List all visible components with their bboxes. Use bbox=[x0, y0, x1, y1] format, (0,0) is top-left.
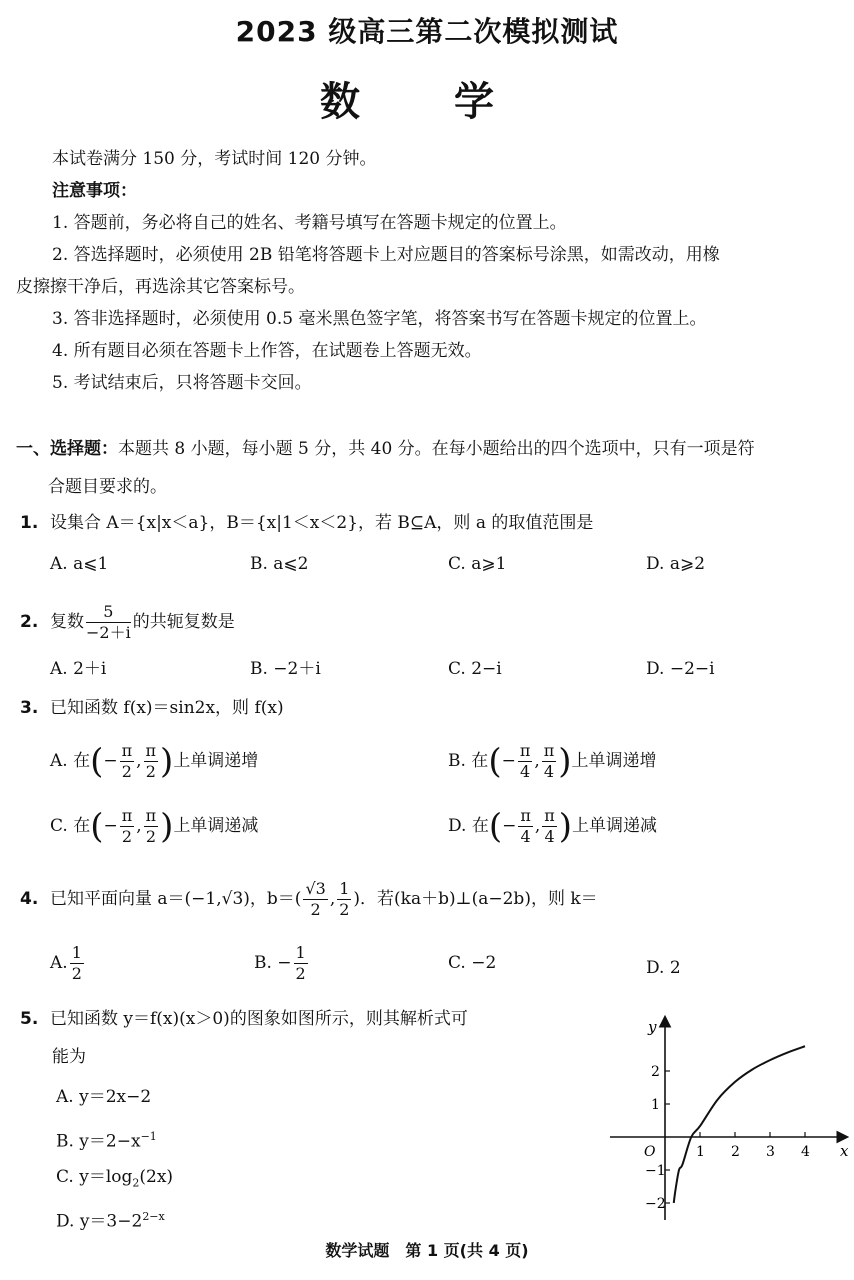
q3-number: 3. bbox=[20, 698, 39, 718]
q4-text-a: 已知平面向量 a＝(−1,√3)，b＝( bbox=[50, 889, 302, 909]
note-2-cont: 皮擦擦干净后，再选涂其它答案标号。 bbox=[16, 277, 305, 297]
note-2: 2. 答选择题时，必须使用 2B 铅笔将答题卡上对应题目的答案标号涂黑，如需改动，用橡 bbox=[52, 245, 720, 265]
notes-title: 注意事项： bbox=[52, 181, 137, 201]
q5-option-a: A. y＝2x−2 bbox=[56, 1087, 152, 1107]
q4-option-c: C. −2 bbox=[448, 953, 497, 973]
y-axis-label: y bbox=[648, 1018, 657, 1036]
q2-fraction bbox=[86, 602, 131, 643]
section-desc-2: 合题目要求的。 bbox=[48, 477, 167, 497]
q1-number: 1. bbox=[20, 513, 39, 533]
x-tick-label: 4 bbox=[801, 1144, 810, 1160]
q5-stem-2: 能为 bbox=[52, 1047, 86, 1067]
section-heading bbox=[16, 436, 755, 462]
y-tick-label: −2 bbox=[645, 1196, 666, 1212]
q2-option-d: D. −2−i bbox=[646, 659, 715, 679]
q3-text: 已知函数 f(x)＝sin2x，则 f(x) bbox=[50, 698, 284, 718]
q3-option-a: A. 在(− $\frac{\pi}{2}$ , $\frac{\pi}{2}$ )上单调递增 bbox=[50, 741, 259, 782]
q4-frac-1-2: $\frac{1}{2}$ bbox=[339, 879, 350, 919]
x-tick-label: 2 bbox=[731, 1144, 740, 1160]
q4-stem: 4. 已知平面向量 a＝(−1,√3)，b＝( $\frac{√3}{2}$ , $\frac{1}{2}$ )．若(ka＋b)⊥(a−2b)，则 k＝ bbox=[20, 876, 598, 922]
q2-number: 2. bbox=[20, 612, 39, 632]
q5-number: 5. bbox=[20, 1009, 39, 1029]
page-footer: 数学试题 第 1 页(共 4 页) bbox=[325, 1241, 529, 1260]
q2-text-pre: 复数 bbox=[50, 612, 84, 632]
y-tick-label: 1 bbox=[651, 1097, 660, 1113]
q5-option-b: B. $y=2-x^{-1}$ bbox=[56, 1130, 157, 1152]
x-axis-label: x bbox=[840, 1142, 849, 1160]
q1-option-c: C. a⩾1 bbox=[448, 554, 507, 574]
q2-option-b: B. −2＋i bbox=[250, 659, 321, 679]
note-5: 5. 考试结束后，只将答题卡交回。 bbox=[52, 373, 312, 393]
q2-stem bbox=[20, 600, 235, 644]
q2-option-c: C. 2−i bbox=[448, 659, 502, 679]
score-line: 本试卷满分 150 分，考试时间 120 分钟。 bbox=[52, 149, 377, 169]
q2-frac-den: −2＋i bbox=[86, 623, 131, 642]
x-tick-label: 1 bbox=[696, 1144, 705, 1160]
section-label: 一、选择题： bbox=[16, 439, 118, 459]
q3-option-d: D. 在(− $\frac{\pi}{4}$ , $\frac{\pi}{4}$ )上单调递减 bbox=[448, 806, 658, 847]
q5-option-d: D. $y=3-2^{2-x}$ bbox=[56, 1210, 165, 1232]
q4-option-d: D. 2 bbox=[646, 958, 681, 978]
y-tick-label: 2 bbox=[651, 1064, 660, 1080]
q4-text-b: )．若(ka＋b)⊥(a−2b)，则 k＝ bbox=[353, 889, 598, 909]
y-tick-label: −1 bbox=[645, 1163, 666, 1179]
q2-frac-num: 5 bbox=[86, 602, 131, 623]
q1-option-d: D. a⩾2 bbox=[646, 554, 706, 574]
q5-option-c: C. $y=\log_2(2x)$ bbox=[56, 1167, 174, 1190]
q1-option-a: A. a⩽1 bbox=[50, 554, 109, 574]
q2-option-a: A. 2＋i bbox=[50, 659, 107, 679]
function-curve bbox=[674, 1046, 805, 1203]
x-tick-label: 3 bbox=[766, 1144, 775, 1160]
q4-frac-sqrt3-2: $\frac{√3}{2}$ bbox=[305, 879, 326, 919]
q4-option-a: A. $\frac{1}{2}$ bbox=[50, 943, 82, 983]
function-graph bbox=[600, 1010, 854, 1225]
q3-option-b: B. 在(− $\frac{\pi}{4}$ , $\frac{\pi}{4}$ )上单调递增 bbox=[448, 741, 657, 782]
subject-title: 数 学 bbox=[320, 79, 534, 125]
exam-title: 2023 级高三第二次模拟测试 bbox=[235, 15, 619, 48]
q4-number: 4. bbox=[20, 889, 39, 909]
note-4: 4. 所有题目必须在答题卡上作答，在试题卷上答题无效。 bbox=[52, 341, 482, 361]
section-desc-1: 本题共 8 小题，每小题 5 分，共 40 分。在每小题给出的四个选项中，只有一项是符 bbox=[118, 439, 755, 459]
q1-stem bbox=[20, 510, 593, 536]
q1-option-b: B. a⩽2 bbox=[250, 554, 309, 574]
note-3: 3. 答非选择题时，必须使用 0.5 毫米黑色签字笔，将答案书写在答题卡规定的位置上。 bbox=[52, 309, 707, 329]
q1-text: 设集合 A＝{x|x＜a}，B＝{x|1＜x＜2}，若 B⊆A，则 a 的取值范围是 bbox=[50, 513, 594, 533]
note-1: 1. 答题前，务必将自己的姓名、考籍号填写在答题卡规定的位置上。 bbox=[52, 213, 567, 233]
q3-option-c: C. 在(− $\frac{\pi}{2}$ , $\frac{\pi}{2}$ )上单调递减 bbox=[50, 806, 259, 847]
q5-stem-1: 5. 已知函数 y＝f(x)(x＞0)的图象如图所示，则其解析式可 bbox=[20, 1006, 468, 1032]
q4-option-b: B. − $\frac{1}{2}$ bbox=[254, 943, 306, 983]
q2-text-post: 的共轭复数是 bbox=[132, 612, 235, 632]
q3-stem bbox=[20, 695, 284, 721]
origin-label: O bbox=[644, 1144, 656, 1160]
